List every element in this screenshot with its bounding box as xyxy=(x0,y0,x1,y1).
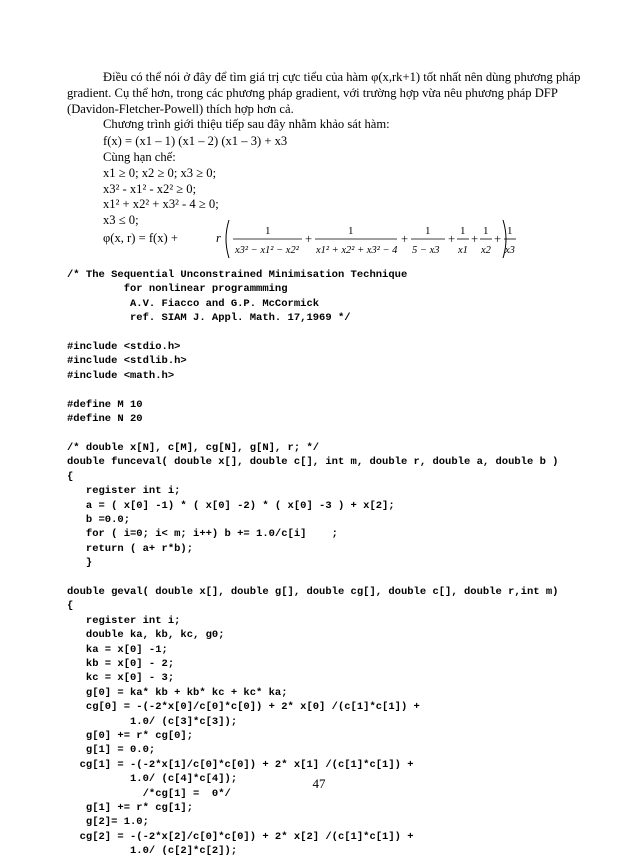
page-number: 47 xyxy=(312,776,326,791)
intro-paragraph: Điều có thể nói ở đây để tìm giá trị cực tiểu của hàm φ(x,rk+1) tốt nhất nên dùng phương pháp gradient. Cụ thể hơn, trong các phương pháp gradient, với trường hợp vừa nêu phương pháp DFP (Davidon-Fletcher-Powell) thích hợp hơn cả. xyxy=(67,70,581,116)
plus-sign: + xyxy=(494,232,502,246)
code-listing: /* The Sequential Unconstrained Minimisation Technique for nonlinear programmming A.V. Fiacco and G.P. McCormick ref. SIAM J. Appl. Math. 17,1969 */ #include <stdio.h> #include <stdlib.h> #include <math.h> #define M 10 #define N 20 /* double x[N], c[M], cg[N], g[N], r; */ double funceval( double x[], double c[], int m, double r, double a, double b ) { register int i; a = ( x[0] -1) * ( x[0] -2) * ( x[0] -3 ) + x[2]; b =0.0; for ( i=0; i< m; i++) b += 1.0/c[i] ; return ( a+ r*b); } double geval( double x[], double g[], double cg[], double c[], double r,int m) { register int i; double ka, kb, kc, g0; ka = x[0] -1; kb = x[0] - 2; kc = x[0] - 3; g[0] = ka* kb + kb* kc + kc* ka; cg[0] = -(-2*x[0]/c[0]*c[0]) + 2* x[0] /(c[1]*c[1]) + 1.0/ (c[3]*c[3]); g[0] += r* cg[0]; g[1] = 0.0; cg[1] = -(-2*x[1]/c[0]*c[0]) + 2* x[1] /(c[1]*c[1]) + 1.0/ (c[4]*c[4]); /*cg[1] = 0*/ g[1] += r* cg[1]; g[2]= 1.0; cg[2] = -(-2*x[2]/c[0]*c[0]) + 2* x[2] /(c[1]*c[1]) + 1.0/ (c[2]*c[2]); xyxy=(67,269,559,858)
formula-lhs: φ(x, r) = f(x) + xyxy=(103,231,178,245)
constraint-heading: Cùng hạn chế: xyxy=(103,149,176,164)
plus-sign: + xyxy=(448,232,456,246)
denominator-3: 5 − x3 xyxy=(412,245,440,256)
constraint-3: x1² + x2² + x3² - 4 ≥ 0; xyxy=(103,197,219,212)
numerator-3: 1 xyxy=(425,225,431,237)
denominator-1: x3² − x1² − x2² xyxy=(235,245,299,256)
objective-function: f(x) = (x1 – 1) (x1 – 2) (x1 – 3) + x3 xyxy=(103,134,288,149)
plus-sign: + xyxy=(471,232,479,246)
numerator-5: 1 xyxy=(483,225,489,237)
denominator-4: x1 xyxy=(458,245,468,256)
constraint-2: x3² - x1² - x2² ≥ 0; xyxy=(103,181,197,196)
prose-section xyxy=(67,70,587,229)
left-paren xyxy=(226,220,229,258)
numerator-2: 1 xyxy=(348,225,354,237)
plus-sign: + xyxy=(305,232,313,246)
constraint-4: x3 ≤ 0; xyxy=(103,213,139,228)
penalty-formula xyxy=(103,214,603,264)
formula-r: r xyxy=(216,231,221,245)
numerator-6: 1 xyxy=(507,225,513,237)
numerator-4: 1 xyxy=(460,225,466,237)
denominator-6: x3 xyxy=(505,245,515,256)
constraint-1: x1 ≥ 0; x2 ≥ 0; x3 ≥ 0; xyxy=(103,165,217,180)
numerator-1: 1 xyxy=(265,225,271,237)
plus-sign: + xyxy=(401,232,409,246)
denominator-2: x1² + x2² + x3² − 4 xyxy=(316,245,398,256)
program-intro: Chương trình giới thiệu tiếp sau đây nhằm khảo sát hàm: xyxy=(103,117,390,132)
denominator-5: x2 xyxy=(481,245,491,256)
